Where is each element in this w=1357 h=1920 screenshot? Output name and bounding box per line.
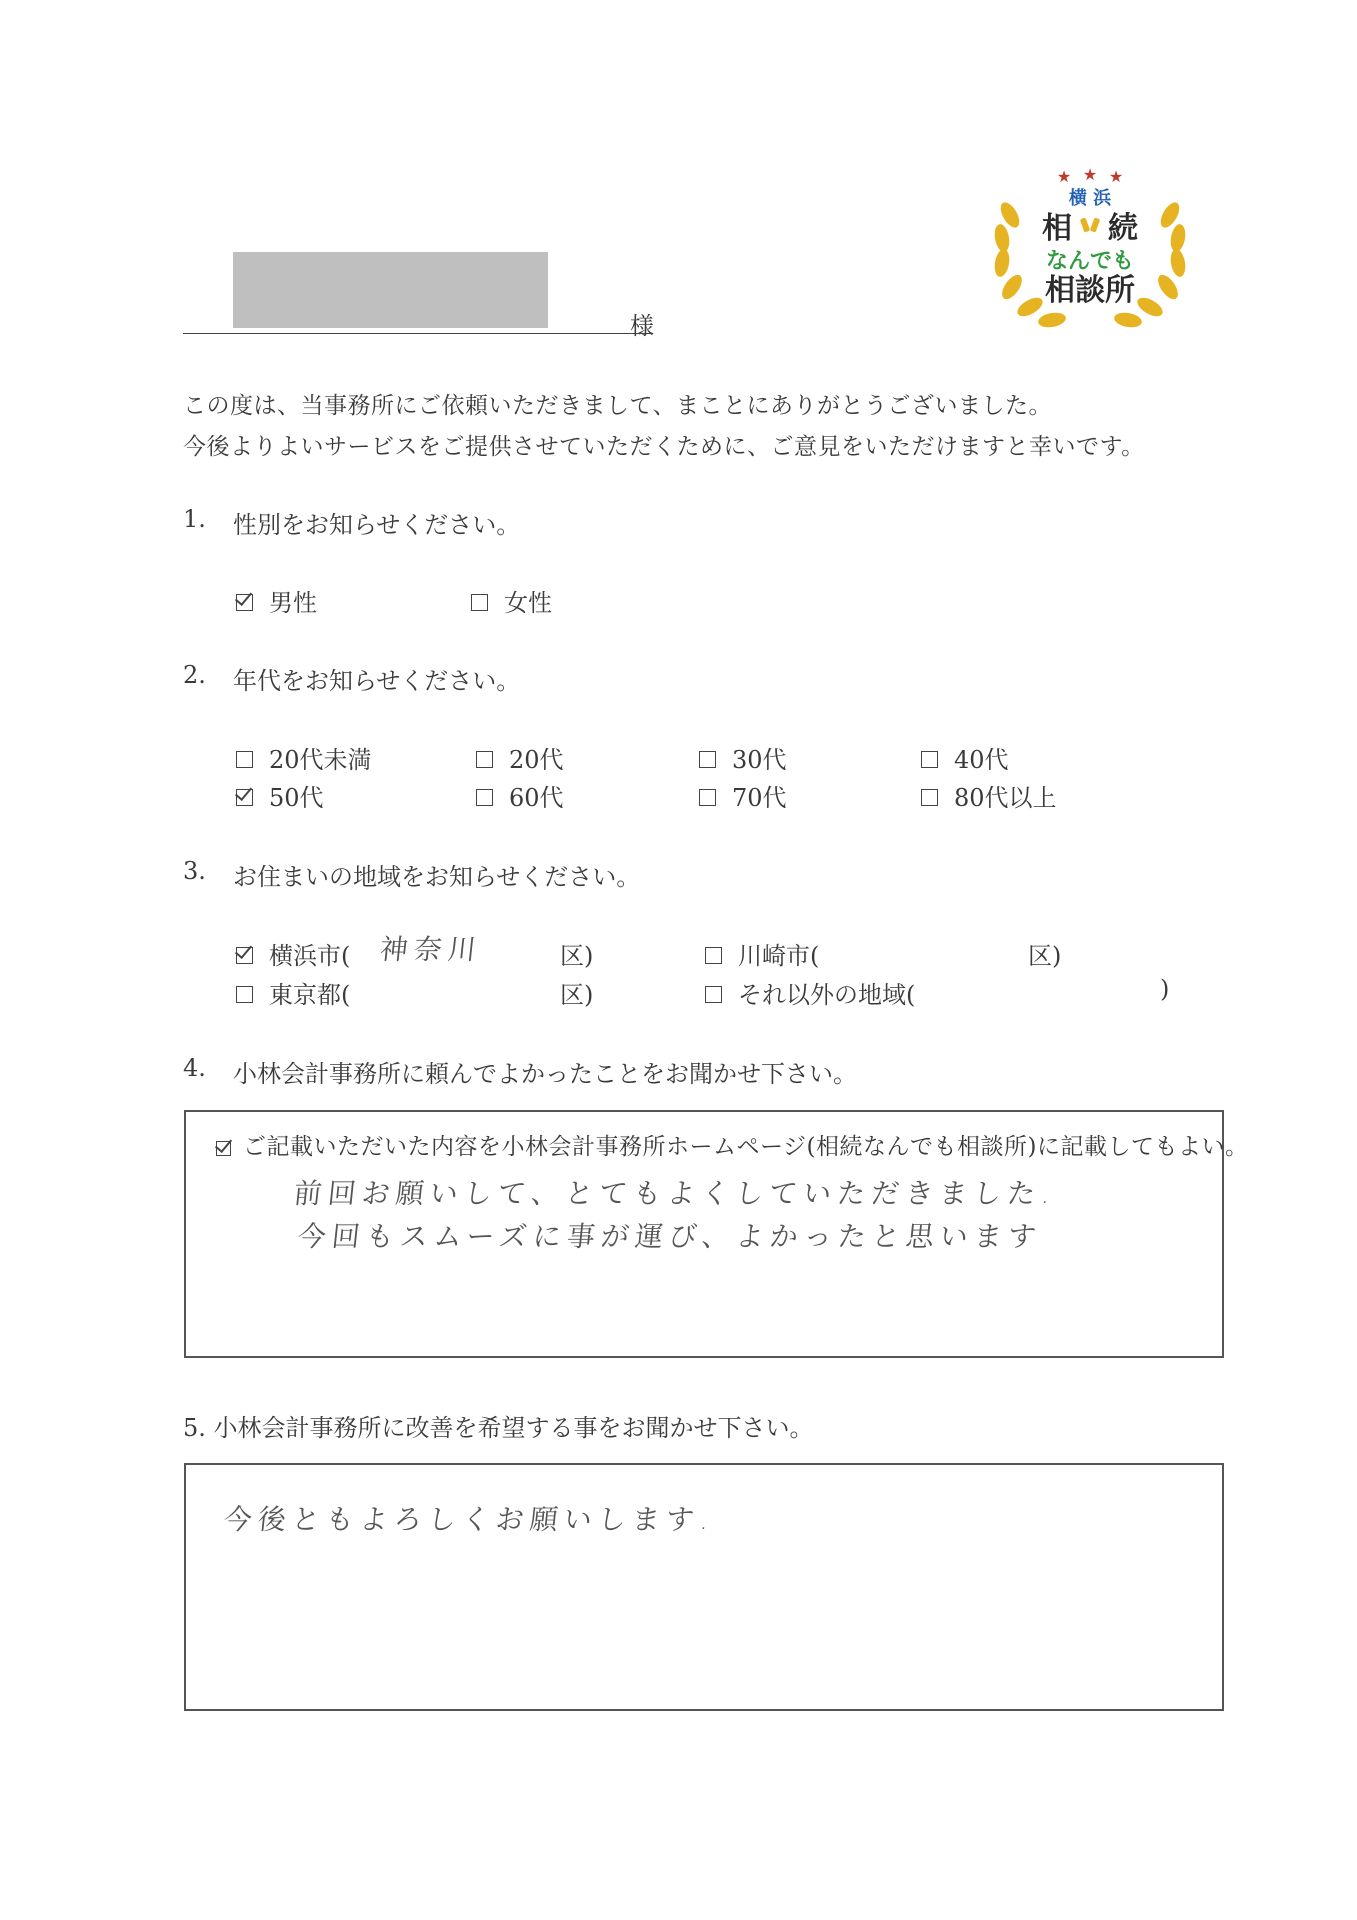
option-label: 20代 bbox=[509, 746, 564, 774]
name-underline bbox=[183, 333, 653, 334]
checkbox-icon[interactable] bbox=[705, 986, 722, 1003]
checkbox-icon[interactable] bbox=[699, 751, 716, 768]
checkbox-icon[interactable] bbox=[236, 986, 253, 1003]
option-label: 横浜市( bbox=[269, 942, 351, 970]
svg-text:★: ★ bbox=[1082, 165, 1098, 184]
q3-tokyo-suffix: 区) bbox=[560, 981, 594, 1009]
star-icon bbox=[1057, 165, 1123, 186]
q3-yokohama-suffix: 区) bbox=[560, 942, 594, 970]
logo-heart-icon bbox=[1080, 217, 1100, 232]
q4-consent[interactable] bbox=[216, 1128, 1249, 1161]
svg-text:★: ★ bbox=[1056, 167, 1072, 186]
q3-option-kawasaki[interactable] bbox=[705, 936, 819, 971]
checkbox-checked-icon[interactable] bbox=[236, 947, 253, 964]
q2-option-40s[interactable] bbox=[921, 740, 1009, 775]
q4-answer-line1: 前回お願いして、とてもよくしていただきました. bbox=[292, 1177, 1058, 1210]
checkbox-icon[interactable] bbox=[705, 947, 722, 964]
checkbox-icon[interactable] bbox=[921, 751, 938, 768]
q4-answer-line2: 今回もスムーズに事が運び、よかったと思います bbox=[296, 1220, 1044, 1253]
option-label: 20代未満 bbox=[269, 746, 372, 774]
redacted-name bbox=[233, 252, 548, 328]
checkbox-checked-icon[interactable] bbox=[236, 789, 253, 806]
option-label: 50代 bbox=[269, 784, 324, 812]
honorific-sama: 様 bbox=[630, 312, 655, 340]
q2-option-80plus[interactable] bbox=[921, 778, 1057, 813]
logo-line3: なんでも bbox=[1045, 249, 1135, 274]
option-label: 川崎市( bbox=[738, 942, 820, 970]
intro-line1: この度は、当事務所にご依頼いただきまして、まことにありがとうございました。 bbox=[183, 393, 1053, 419]
intro-line2: 今後よりよいサービスをご提供させていただくために、ご意見をいただけますと幸いです。 bbox=[183, 434, 1145, 460]
q2-number: 2. bbox=[183, 661, 206, 689]
option-label: 40代 bbox=[954, 746, 1009, 774]
consent-label: ご記載いただいた内容を小林会計事務所ホームページ(相続なんでも相談所)に記載してもよい。 bbox=[243, 1134, 1249, 1160]
q1-option-male[interactable] bbox=[236, 583, 317, 618]
logo bbox=[980, 160, 1200, 345]
option-label: 男性 bbox=[269, 589, 317, 617]
option-label: 東京都( bbox=[269, 981, 351, 1009]
q2-option-20s[interactable] bbox=[476, 740, 564, 775]
q4-number: 4. bbox=[183, 1054, 206, 1082]
q2-option-70s[interactable] bbox=[699, 778, 787, 813]
checkbox-checked-icon[interactable] bbox=[216, 1141, 231, 1156]
q5-text: 5. 小林会計事務所に改善を希望する事をお聞かせ下さい。 bbox=[183, 1414, 814, 1442]
q3-option-other[interactable] bbox=[705, 975, 915, 1010]
checkbox-checked-icon[interactable] bbox=[236, 594, 253, 611]
handwritten-ward: 神奈川 bbox=[378, 933, 484, 966]
q2-option-30s[interactable] bbox=[699, 740, 787, 775]
option-label: 60代 bbox=[509, 784, 564, 812]
checkbox-icon[interactable] bbox=[236, 751, 253, 768]
option-label: 30代 bbox=[732, 746, 787, 774]
logo-line2-left: 相 bbox=[1042, 211, 1072, 246]
q2-text: 年代をお知らせください。 bbox=[233, 667, 521, 695]
checkbox-icon[interactable] bbox=[921, 789, 938, 806]
logo-line1: 横 浜 bbox=[1068, 188, 1112, 209]
q1-number: 1. bbox=[183, 505, 206, 533]
checkbox-icon[interactable] bbox=[476, 789, 493, 806]
q1-option-female[interactable] bbox=[471, 583, 552, 618]
q3-other-suffix: ) bbox=[1160, 975, 1170, 1003]
logo-line4: 相談所 bbox=[1045, 273, 1135, 308]
q3-number: 3. bbox=[183, 857, 206, 885]
checkbox-icon[interactable] bbox=[476, 751, 493, 768]
option-label: 70代 bbox=[732, 784, 787, 812]
q3-kawasaki-suffix: 区) bbox=[1028, 942, 1062, 970]
q2-option-60s[interactable] bbox=[476, 778, 564, 813]
q3-text: お住まいの地域をお知らせください。 bbox=[233, 863, 641, 891]
svg-text:★: ★ bbox=[1108, 167, 1124, 186]
checkbox-icon[interactable] bbox=[699, 789, 716, 806]
q4-text: 小林会計事務所に頼んでよかったことをお聞かせ下さい。 bbox=[233, 1060, 857, 1088]
q2-option-50s[interactable] bbox=[236, 778, 324, 813]
q2-option-under20[interactable] bbox=[236, 740, 372, 775]
option-label: それ以外の地域( bbox=[738, 981, 916, 1009]
logo-line2-right: 続 bbox=[1108, 211, 1138, 246]
q3-option-yokohama[interactable] bbox=[236, 936, 350, 971]
q1-text: 性別をお知らせください。 bbox=[233, 511, 521, 539]
checkbox-icon[interactable] bbox=[471, 594, 488, 611]
option-label: 女性 bbox=[504, 589, 552, 617]
option-label: 80代以上 bbox=[954, 784, 1057, 812]
q3-option-tokyo[interactable] bbox=[236, 975, 350, 1010]
q5-answer: 今後ともよろしくお願いします. bbox=[222, 1503, 717, 1536]
